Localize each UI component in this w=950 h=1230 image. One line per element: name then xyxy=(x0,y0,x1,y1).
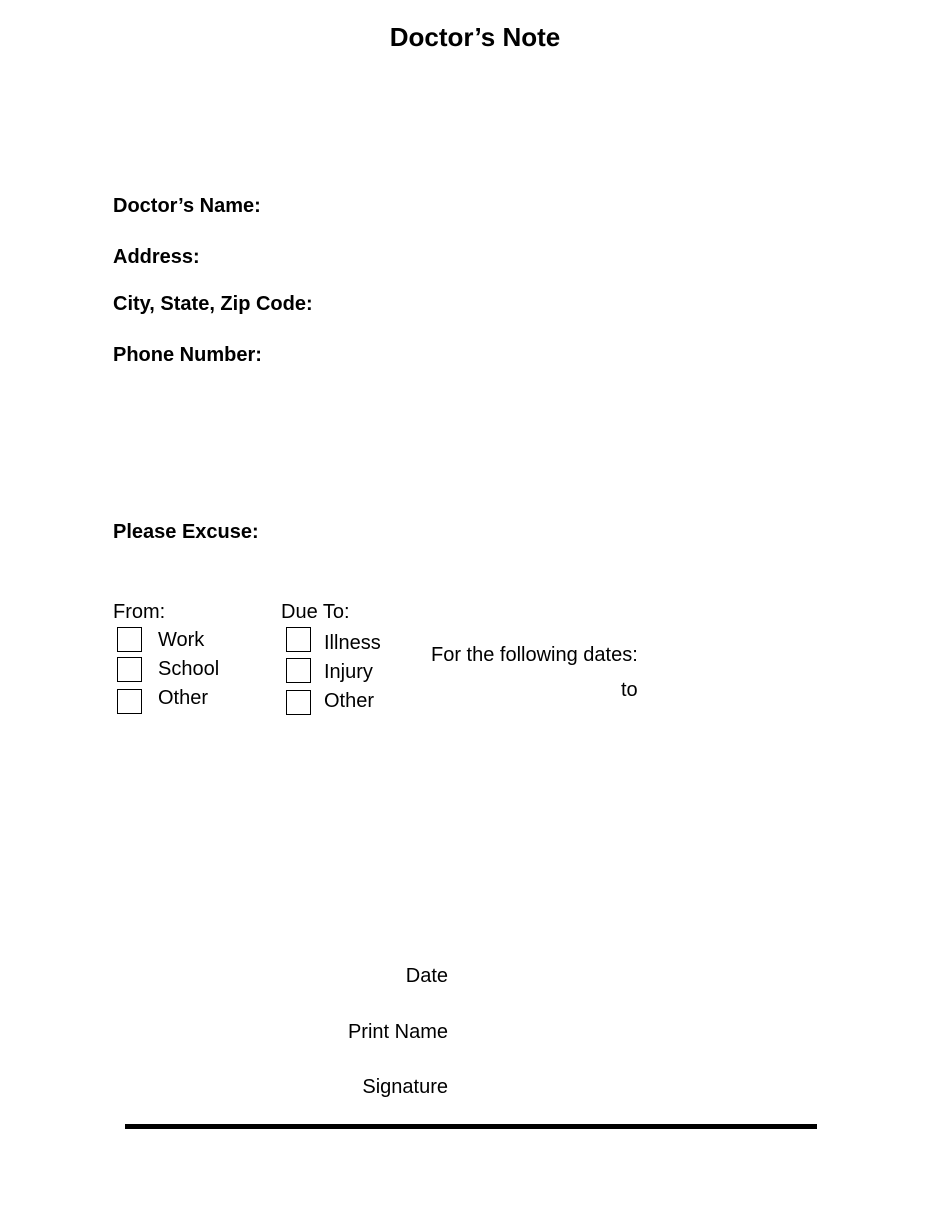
due-to-illness-checkbox[interactable] xyxy=(286,627,311,652)
due-to-other-label: Other xyxy=(324,690,375,712)
page-title: Doctor’s Note xyxy=(389,22,561,52)
following-dates-label: For the following dates: xyxy=(431,644,638,666)
from-other-label: Other xyxy=(158,687,209,709)
from-work-label: Work xyxy=(158,629,205,651)
from-school-label: School xyxy=(158,658,220,680)
due-to-heading: Due To: xyxy=(281,601,350,623)
doctor-name-label: Doctor’s Name: xyxy=(113,195,261,217)
from-work-checkbox[interactable] xyxy=(117,627,142,652)
from-heading: From: xyxy=(113,601,166,623)
from-other-checkbox[interactable] xyxy=(117,689,142,714)
print-name-label: Print Name xyxy=(347,1021,448,1043)
city-state-zip-label: City, State, Zip Code: xyxy=(113,293,313,315)
bottom-divider xyxy=(125,1124,817,1129)
due-to-injury-checkbox[interactable] xyxy=(286,658,311,683)
due-to-injury-label: Injury xyxy=(324,661,373,683)
dates-separator-to: to xyxy=(621,679,638,701)
address-label: Address: xyxy=(113,246,200,268)
from-school-checkbox[interactable] xyxy=(117,657,142,682)
date-label: Date xyxy=(405,965,448,987)
signature-label: Signature xyxy=(362,1076,448,1098)
due-to-illness-label: Illness xyxy=(324,632,381,654)
please-excuse-label: Please Excuse: xyxy=(113,521,259,543)
due-to-other-checkbox[interactable] xyxy=(286,690,311,715)
phone-number-label: Phone Number: xyxy=(113,344,262,366)
